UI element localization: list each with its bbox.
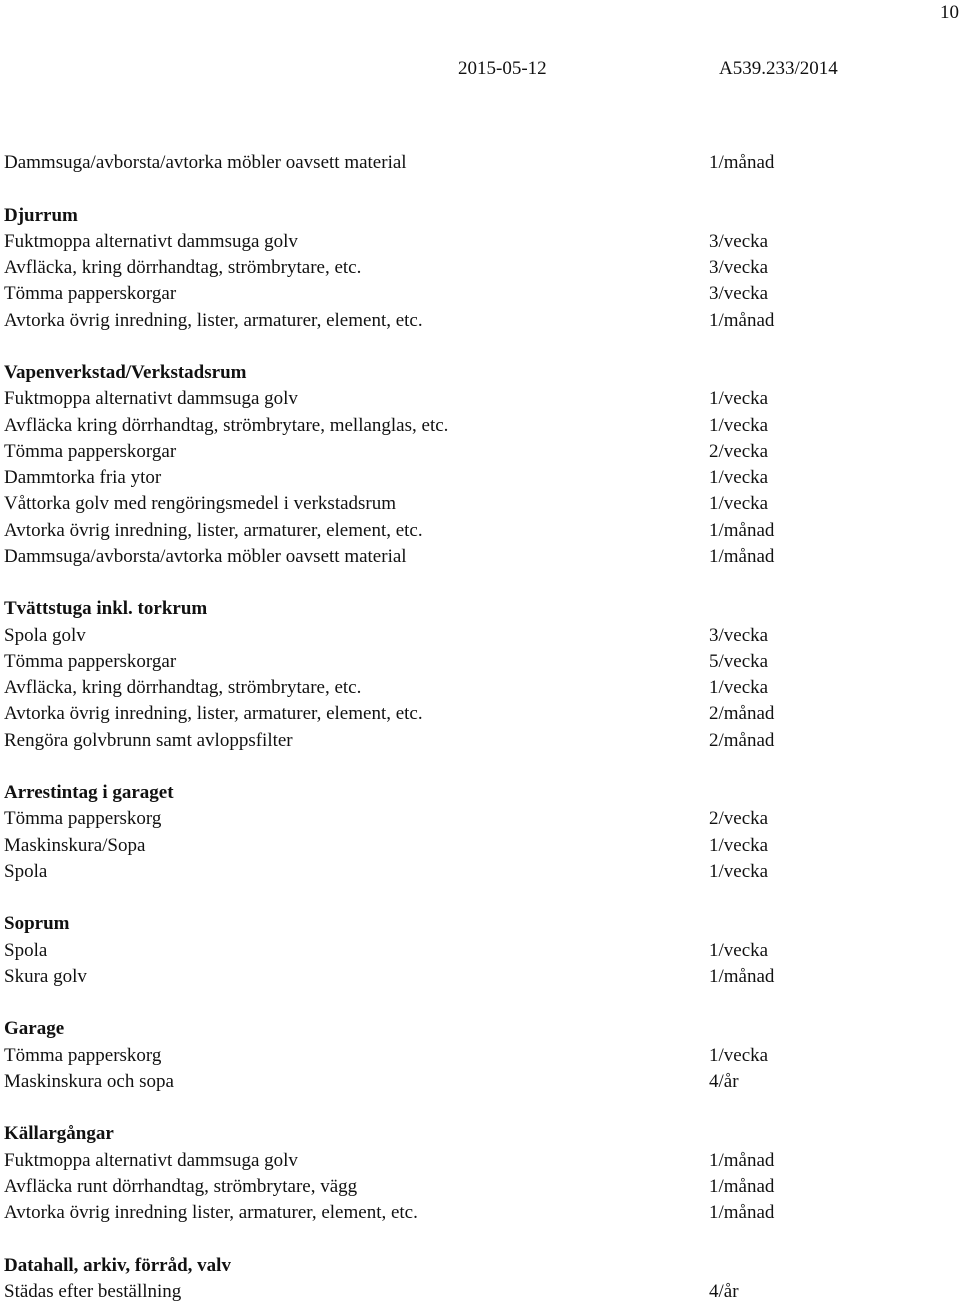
task-frequency: 4/år	[709, 1070, 739, 1092]
task-text: Fuktmoppa alternativt dammsuga golv	[4, 230, 298, 252]
task-text: Spola	[4, 939, 48, 961]
task-row	[4, 281, 956, 307]
task-text: Avtorka övrig inredning, lister, armaturer, element, etc.	[4, 309, 423, 331]
task-row	[4, 1279, 956, 1305]
task-text: Avfläcka, kring dörrhandtag, strömbrytare, etc.	[4, 677, 362, 698]
task-text: Rengöra golvbrunn samt avloppsfilter	[4, 729, 293, 751]
task-row	[4, 1174, 956, 1200]
page-number: 10	[940, 2, 959, 23]
section-heading: Tvättstuga inkl. torkrum	[4, 598, 208, 620]
section-heading: Datahall, arkiv, förråd, valv	[4, 1254, 231, 1276]
task-row	[4, 150, 956, 176]
task-text: Maskinskura/Sopa	[4, 834, 146, 856]
task-text: Städas efter beställning	[4, 1280, 182, 1302]
section-spacer	[4, 176, 956, 202]
task-text: Avfläcka, kring dörrhandtag, strömbrytare, etc.	[4, 257, 362, 278]
task-text: Dammsuga/avborsta/avtorka möbler oavsett material	[4, 152, 407, 173]
document-date: 2015-05-12	[458, 58, 547, 79]
task-row	[4, 623, 956, 649]
task-row	[4, 386, 956, 412]
section-spacer	[4, 1095, 956, 1121]
task-frequency: 1/månad	[709, 1175, 775, 1197]
task-row	[4, 255, 956, 281]
task-text: Fuktmoppa alternativt dammsuga golv	[4, 388, 298, 410]
task-frequency: 3/vecka	[709, 283, 769, 305]
task-frequency: 1/månad	[709, 1149, 775, 1171]
task-frequency: 1/vecka	[709, 1044, 769, 1066]
task-text: Dammsuga/avborsta/avtorka möbler oavsett material	[4, 545, 407, 567]
task-row	[4, 675, 956, 701]
task-frequency: 1/månad	[709, 545, 775, 567]
task-frequency: 1/månad	[709, 965, 775, 987]
section-heading: Vapenverkstad/Verkstadsrum	[4, 362, 247, 383]
task-row	[4, 964, 956, 990]
task-frequency: 1/vecka	[709, 414, 769, 436]
task-text: Tömma papperskorgar	[4, 283, 177, 305]
task-row	[4, 938, 956, 964]
task-text: Tömma papperskorgar	[4, 650, 177, 672]
task-row	[4, 308, 956, 334]
section-spacer	[4, 990, 956, 1016]
task-frequency: 3/vecka	[709, 257, 769, 278]
task-text: Fuktmoppa alternativt dammsuga golv	[4, 1149, 298, 1171]
task-text: Tömma papperskorgar	[4, 440, 177, 462]
task-frequency: 1/vecka	[709, 388, 769, 410]
task-text: Avfläcka kring dörrhandtag, strömbrytare, mellanglas, etc.	[4, 414, 449, 436]
cleaning-schedule	[4, 150, 956, 1305]
task-row	[4, 465, 956, 491]
task-row	[4, 1200, 956, 1226]
task-row	[4, 833, 956, 859]
task-text: Avtorka övrig inredning, lister, armaturer, element, etc.	[4, 519, 423, 541]
task-text: Maskinskura och sopa	[4, 1070, 174, 1092]
task-row	[4, 544, 956, 570]
section-heading: Soprum	[4, 913, 70, 935]
task-text: Spola golv	[4, 624, 86, 646]
task-row	[4, 1069, 956, 1095]
section-heading: Garage	[4, 1018, 65, 1040]
task-frequency: 1/vecka	[709, 834, 769, 856]
task-frequency: 1/vecka	[709, 860, 769, 882]
task-frequency: 1/vecka	[709, 677, 769, 698]
task-row	[4, 728, 956, 754]
task-frequency: 2/månad	[709, 703, 775, 725]
task-row	[4, 229, 956, 255]
task-row	[4, 518, 956, 544]
task-row	[4, 413, 956, 439]
task-frequency: 5/vecka	[709, 650, 769, 672]
section-spacer	[4, 334, 956, 360]
task-row	[4, 806, 956, 832]
task-row	[4, 1148, 956, 1174]
task-frequency: 2/vecka	[709, 440, 769, 462]
task-frequency: 1/vecka	[709, 493, 769, 515]
task-text: Tömma papperskorg	[4, 808, 162, 830]
task-frequency: 1/månad	[709, 1202, 775, 1223]
task-text: Dammtorka fria ytor	[4, 467, 162, 488]
task-text: Tömma papperskorg	[4, 1044, 162, 1066]
section-spacer	[4, 885, 956, 911]
section-spacer	[4, 570, 956, 596]
task-row	[4, 701, 956, 727]
task-frequency: 2/månad	[709, 729, 775, 751]
task-frequency: 1/månad	[709, 519, 775, 541]
task-frequency: 1/månad	[709, 309, 775, 331]
task-text: Avtorka övrig inredning lister, armaturer, element, etc.	[4, 1202, 418, 1223]
task-frequency: 1/vecka	[709, 467, 769, 488]
section-spacer	[4, 1226, 956, 1252]
task-row	[4, 649, 956, 675]
case-number: A539.233/2014	[719, 58, 838, 79]
task-frequency: 3/vecka	[709, 624, 769, 646]
task-text: Spola	[4, 860, 48, 882]
section-spacer	[4, 754, 956, 780]
section-heading: Källargångar	[4, 1123, 114, 1145]
section-heading: Djurrum	[4, 204, 78, 226]
task-text: Skura golv	[4, 965, 87, 987]
task-frequency: 2/vecka	[709, 808, 769, 830]
task-frequency: 4/år	[709, 1280, 739, 1302]
section-heading: Arrestintag i garaget	[4, 782, 174, 803]
task-frequency: 1/månad	[709, 152, 775, 173]
task-text: Våttorka golv med rengöringsmedel i verkstadsrum	[4, 493, 397, 515]
task-row	[4, 491, 956, 517]
task-row	[4, 439, 956, 465]
task-row	[4, 859, 956, 885]
task-text: Avtorka övrig inredning, lister, armaturer, element, etc.	[4, 703, 423, 725]
task-row	[4, 1043, 956, 1069]
task-text: Avfläcka runt dörrhandtag, strömbrytare, vägg	[4, 1175, 358, 1197]
task-frequency: 1/vecka	[709, 939, 769, 961]
task-frequency: 3/vecka	[709, 230, 769, 252]
